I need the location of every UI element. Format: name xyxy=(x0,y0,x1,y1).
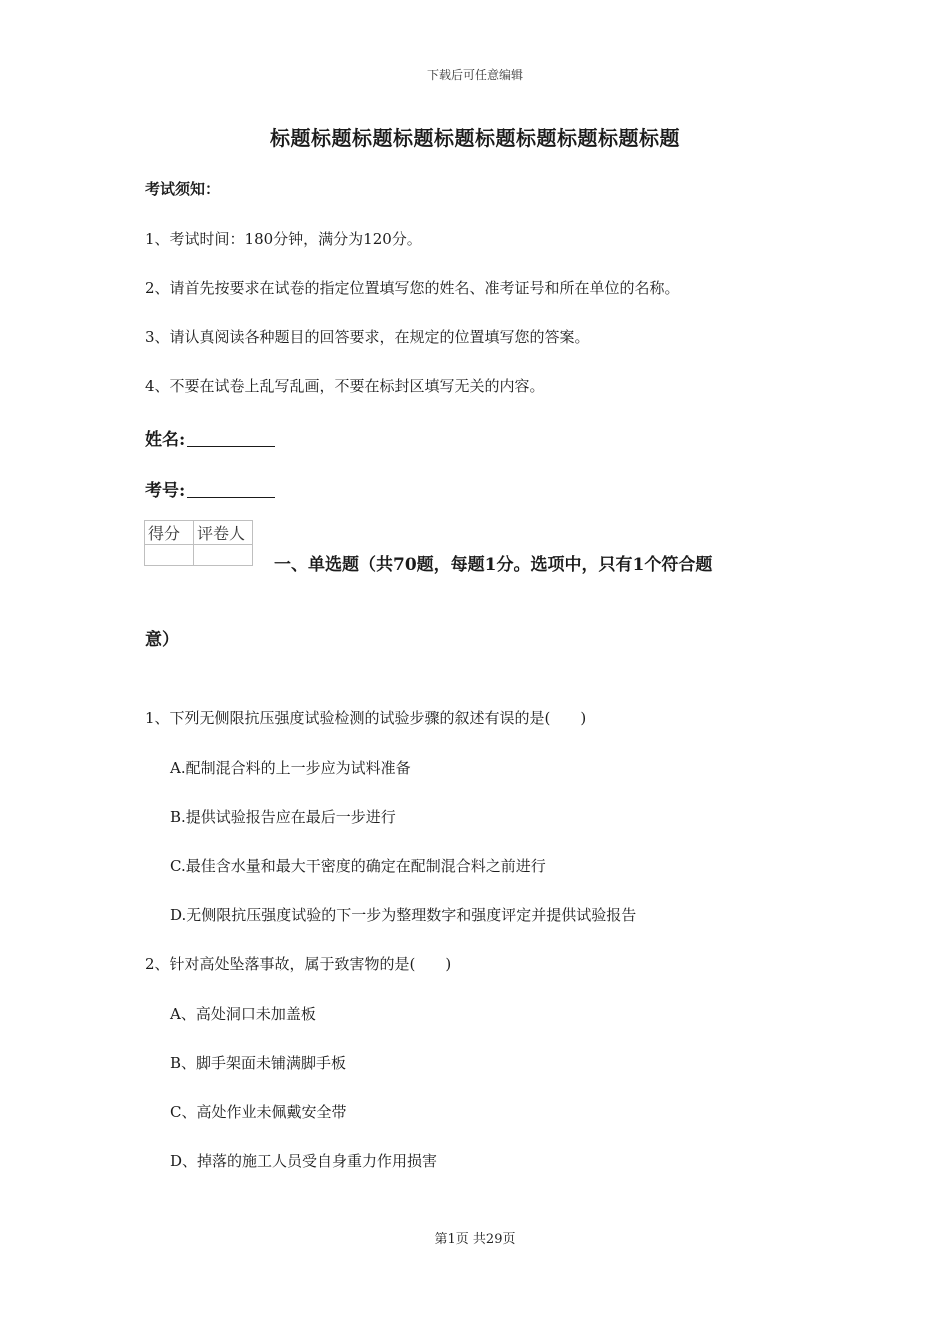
document-title: 标题标题标题标题标题标题标题标题标题标题 xyxy=(270,126,680,150)
question-option: C.最佳含水量和最大干密度的确定在配制混合料之前进行 xyxy=(170,857,546,875)
notice-item: 4、不要在试卷上乱写乱画，不要在标封区填写无关的内容。 xyxy=(145,377,545,395)
notice-item: 1、考试时间：180分钟，满分为120分。 xyxy=(145,230,422,248)
question-option: B、脚手架面未铺满脚手板 xyxy=(170,1054,347,1072)
question-option: A、高处洞口未加盖板 xyxy=(170,1005,316,1023)
name-blank[interactable] xyxy=(187,428,275,447)
exam-number-blank[interactable] xyxy=(187,479,275,498)
notice-heading: 考试须知： xyxy=(145,180,221,198)
question-option: D、掉落的施工人员受自身重力作用损害 xyxy=(170,1152,438,1170)
grader-header: 评卷人 xyxy=(194,521,253,545)
page-footer: 第1页 共29页 xyxy=(434,1232,516,1247)
section-heading-continued: 意） xyxy=(145,630,179,650)
question-stem: 1、下列无侧限抗压强度试验检测的试验步骤的叙述有误的是( ) xyxy=(145,709,587,727)
exam-number-label: 考号: xyxy=(145,481,186,501)
grader-cell[interactable] xyxy=(194,545,253,566)
question-stem: 2、针对高处坠落事故，属于致害物的是( ) xyxy=(145,955,452,973)
notice-item: 3、请认真阅读各种题目的回答要求，在规定的位置填写您的答案。 xyxy=(145,328,590,346)
question-option: C、高处作业未佩戴安全带 xyxy=(170,1103,347,1121)
question-option: B.提供试验报告应在最后一步进行 xyxy=(170,808,396,826)
question-option: A.配制混合料的上一步应为试料准备 xyxy=(170,759,411,777)
score-cell[interactable] xyxy=(145,545,194,566)
score-header: 得分 xyxy=(145,521,194,545)
question-option: D.无侧限抗压强度试验的下一步为整理数字和强度评定并提供试验报告 xyxy=(170,906,637,924)
header-note: 下载后可任意编辑 xyxy=(426,68,523,82)
name-label: 姓名: xyxy=(145,430,186,450)
section-heading: 一、单选题（共70题，每题1分。选项中，只有1个符合题 xyxy=(274,555,713,575)
score-table xyxy=(144,520,253,566)
exam-number-field xyxy=(145,476,275,501)
notice-item: 2、请首先按要求在试卷的指定位置填写您的姓名、准考证号和所在单位的名称。 xyxy=(145,279,680,297)
name-field xyxy=(145,425,275,450)
